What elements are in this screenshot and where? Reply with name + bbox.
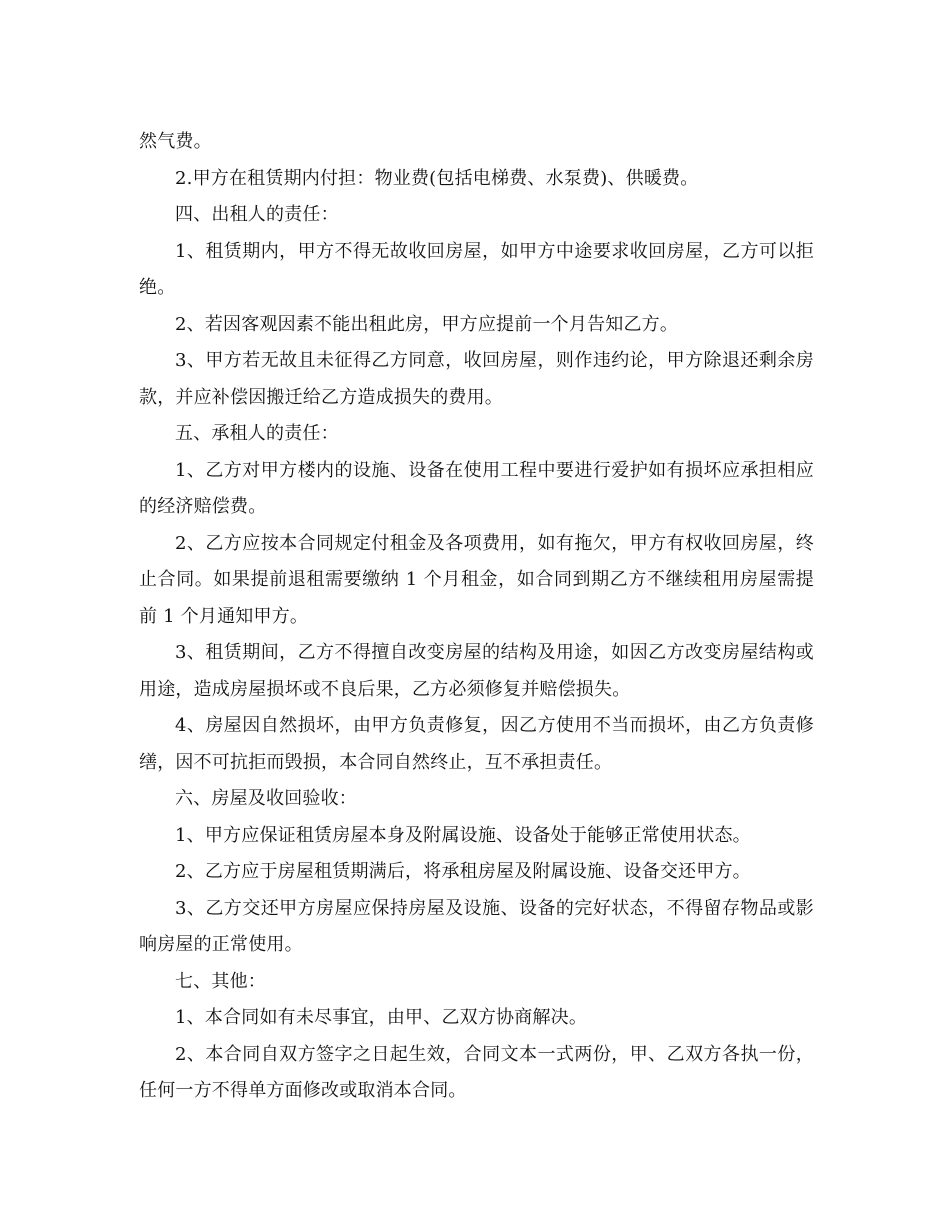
paragraph-6-2: 2、乙方应于房屋租赁期满后，将承租房屋及附属设施、设备交还甲方。 [175, 861, 751, 882]
paragraph-5-4: 4、房屋因自然损坏，由甲方负责修复，因乙方使用不当而损坏，由乙方负责修缮，因不可抗拒而毁损，本合同自然终止，互不承担责任。 [139, 715, 814, 773]
paragraph-7-1: 1、本合同如有未尽事宜，由甲、乙双方协商解决。 [175, 1007, 588, 1028]
section-heading-5: 五、承租人的责任： [175, 423, 339, 444]
paragraph-6-1: 1、甲方应保证租赁房屋本身及附属设施、设备处于能够正常使用状态。 [175, 824, 751, 846]
section-heading-6: 六、房屋及收回验收： [175, 788, 357, 809]
paragraph-5-1: 1、乙方对甲方楼内的设施、设备在使用工程中要进行爱护如有损坏应承担相应的经济赔偿费。 [139, 459, 814, 517]
paragraph-2: 2.甲方在租赁期内付担：物业费(包括电梯费、水泵费)、供暖费。 [175, 167, 699, 189]
section-heading-7: 七、其他： [175, 970, 266, 992]
paragraph-4-3: 3、甲方若无故且未征得乙方同意，收回房屋，则作违约论，甲方除退还剩余房款，并应补偿因搬迁给乙方造成损失的费用。 [139, 350, 814, 408]
paragraph-4-1: 1、租赁期内，甲方不得无故收回房屋，如甲方中途要求收回房屋，乙方可以拒绝。 [139, 240, 814, 298]
section-heading-4: 四、出租人的责任： [175, 204, 339, 225]
paragraph-7-2: 2、本合同自双方签字之日起生效，合同文本一式两份，甲、乙双方各执一份，任何一方不得单方面修改或取消本合同。 [139, 1043, 814, 1101]
paragraph-4-2: 2、若因客观因素不能出租此房，甲方应提前一个月告知乙方。 [175, 313, 679, 335]
paragraph-5-2: 2、乙方应按本合同规定付租金及各项费用，如有拖欠，甲方有权收回房屋，终止合同。如果提前退租需要缴纳 1 个月租金，如合同到期乙方不继续租用房屋需提前 1 个月通知甲方。 [139, 532, 814, 627]
paragraph-5-3: 3、租赁期间，乙方不得擅自改变房屋的结构及用途，如因乙方改变房屋结构或用途，造成房屋损坏或不良后果，乙方必须修复并赔偿损失。 [139, 642, 814, 700]
paragraph-1: 然气费。 [139, 131, 212, 152]
document-body [139, 124, 814, 1110]
paragraph-6-3: 3、乙方交还甲方房屋应保持房屋及设施、设备的完好状态，不得留存物品或影响房屋的正常使用。 [139, 897, 814, 955]
